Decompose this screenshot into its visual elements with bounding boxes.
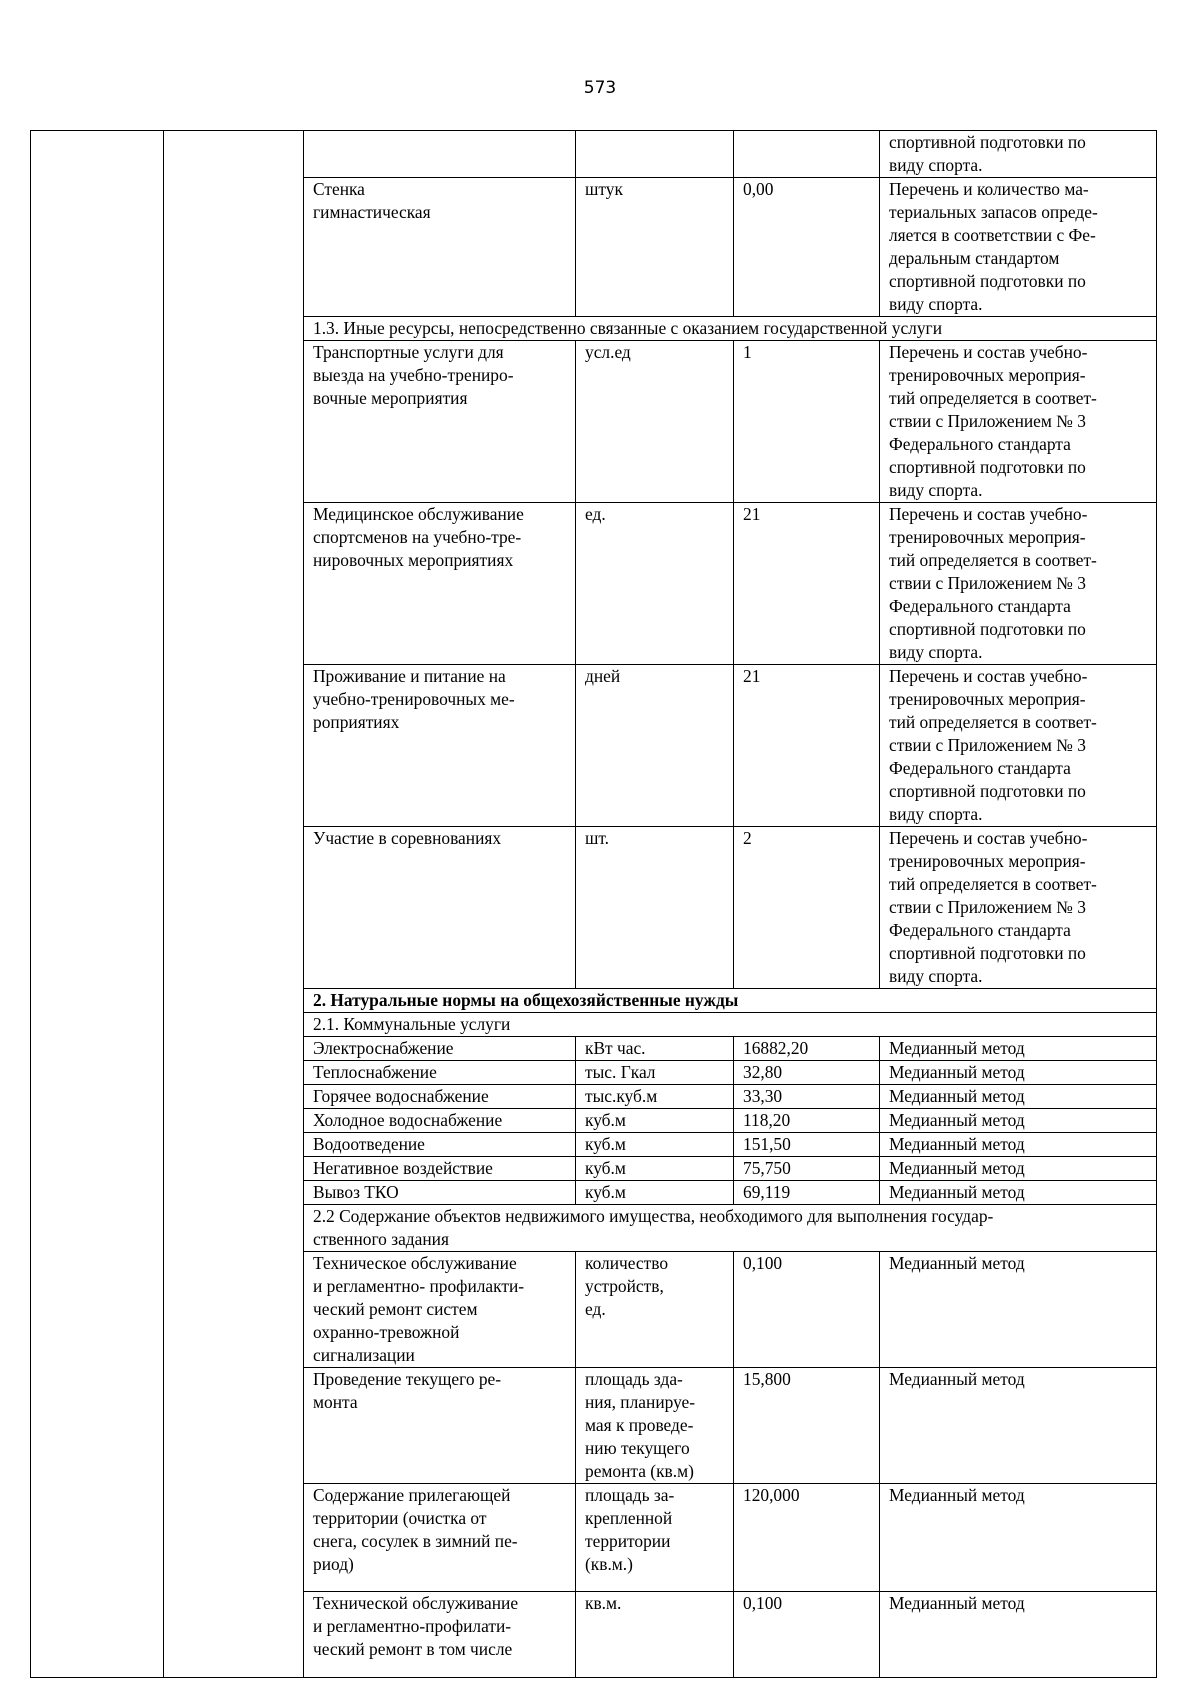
norm-value-cell: 16882,20 [734,1037,880,1061]
unit-cell: кВт час. [576,1037,734,1061]
resource-norms-table [30,130,1157,1678]
method-cell: Медианный метод [880,1157,1157,1181]
unit-cell [576,131,734,178]
method-cell: Медианный метод [880,1109,1157,1133]
unit-cell: усл.ед [576,341,734,503]
unit-cell: площадь за- крепленной территории (кв.м.) [576,1484,734,1592]
unit-cell: площадь зда- ния, планируе- мая к проведе- нию текущего ремонта (кв.м) [576,1368,734,1484]
method-cell: Медианный метод [880,1181,1157,1205]
resource-name-cell: Стенка гимнастическая [304,178,576,317]
section-heading: 1.3. Иные ресурсы, непосредственно связанные с оказанием государственной услуги [304,317,1157,341]
unit-cell: количество устройств, ед. [576,1252,734,1368]
method-cell: Перечень и количество ма- териальных запасов опреде- ляется в соответствии с Фе- деральным стандартом спортивной подготовки по виду спорта. [880,178,1157,317]
resource-name-cell: Теплоснабжение [304,1061,576,1085]
unit-cell: шт. [576,827,734,989]
resource-name-cell: Медицинское обслуживание спортсменов на учебно-тре- нировочных мероприятиях [304,503,576,665]
method-cell: Медианный метод [880,1484,1157,1592]
resource-name-cell: Участие в соревнованиях [304,827,576,989]
method-cell: Медианный метод [880,1037,1157,1061]
unit-cell: куб.м [576,1109,734,1133]
unit-cell: тыс.куб.м [576,1085,734,1109]
section-heading: 2.1. Коммунальные услуги [304,1013,1157,1037]
norm-value-cell: 120,000 [734,1484,880,1592]
method-cell: Перечень и состав учебно- тренировочных мероприя- тий определяется в соответ- ствии с Приложением № 3 Федерального стандарта спортивной подготовки по виду спорта. [880,341,1157,503]
resource-name-cell: Проживание и питание на учебно-тренировочных ме- роприятиях [304,665,576,827]
resource-name-cell: Проведение текущего ре- монта [304,1368,576,1484]
method-cell: Перечень и состав учебно- тренировочных мероприя- тий определяется в соответ- ствии с Приложением № 3 Федерального стандарта спортивной подготовки по виду спорта. [880,827,1157,989]
norm-value-cell: 118,20 [734,1109,880,1133]
resource-name-cell: Холодное водоснабжение [304,1109,576,1133]
norm-value-cell: 69,119 [734,1181,880,1205]
method-cell: спортивной подготовки по виду спорта. [880,131,1157,178]
norm-value-cell: 0,00 [734,178,880,317]
method-cell: Медианный метод [880,1085,1157,1109]
table-row [31,131,1157,178]
method-cell: Медианный метод [880,1133,1157,1157]
resource-name-cell: Техническое обслуживание и регламентно- профилакти- ческий ремонт систем охранно-тревожной сигнализации [304,1252,576,1368]
method-cell: Медианный метод [880,1252,1157,1368]
norm-value-cell: 15,800 [734,1368,880,1484]
page-number: 573 [583,78,617,98]
unit-cell: кв.м. [576,1592,734,1678]
unit-cell: куб.м [576,1133,734,1157]
norm-value-cell: 75,750 [734,1157,880,1181]
norm-value-cell [734,131,880,178]
method-cell: Перечень и состав учебно- тренировочных мероприя- тий определяется в соответ- ствии с Приложением № 3 Федерального стандарта спортивной подготовки по виду спорта. [880,665,1157,827]
norm-value-cell: 0,100 [734,1252,880,1368]
resource-name-cell: Технической обслуживание и регламентно-профилати- ческий ремонт в том числе [304,1592,576,1678]
section-heading: 2.2 Содержание объектов недвижимого имущества, необходимого для выполнения государ- ственного задания [304,1205,1157,1252]
norm-value-cell: 33,30 [734,1085,880,1109]
method-cell: Медианный метод [880,1061,1157,1085]
norm-value-cell: 21 [734,503,880,665]
norm-value-cell: 1 [734,341,880,503]
resource-name-cell: Негативное воздействие [304,1157,576,1181]
norm-value-cell: 0,100 [734,1592,880,1678]
resource-name-cell: Электроснабжение [304,1037,576,1061]
unit-cell: дней [576,665,734,827]
norm-value-cell: 32,80 [734,1061,880,1085]
resource-name-cell [304,131,576,178]
resource-name-cell: Вывоз ТКО [304,1181,576,1205]
norm-value-cell: 2 [734,827,880,989]
resource-name-cell: Транспортные услуги для выезда на учебно-трениро- вочные мероприятия [304,341,576,503]
resource-name-cell: Содержание прилегающей территории (очистка от снега, сосулек в зимний пе- риод) [304,1484,576,1592]
method-cell: Медианный метод [880,1592,1157,1678]
method-cell: Перечень и состав учебно- тренировочных мероприя- тий определяется в соответ- ствии с Приложением № 3 Федерального стандарта спортивной подготовки по виду спорта. [880,503,1157,665]
resource-name-cell: Горячее водоснабжение [304,1085,576,1109]
unit-cell: куб.м [576,1157,734,1181]
unit-cell: куб.м [576,1181,734,1205]
unit-cell: ед. [576,503,734,665]
section-heading: 2. Натуральные нормы на общехозяйственные нужды [304,989,1157,1013]
empty-column-1 [31,131,164,1678]
norm-value-cell: 151,50 [734,1133,880,1157]
resource-name-cell: Водоотведение [304,1133,576,1157]
unit-cell: штук [576,178,734,317]
norm-value-cell: 21 [734,665,880,827]
unit-cell: тыс. Гкал [576,1061,734,1085]
method-cell: Медианный метод [880,1368,1157,1484]
empty-column-2 [164,131,304,1678]
